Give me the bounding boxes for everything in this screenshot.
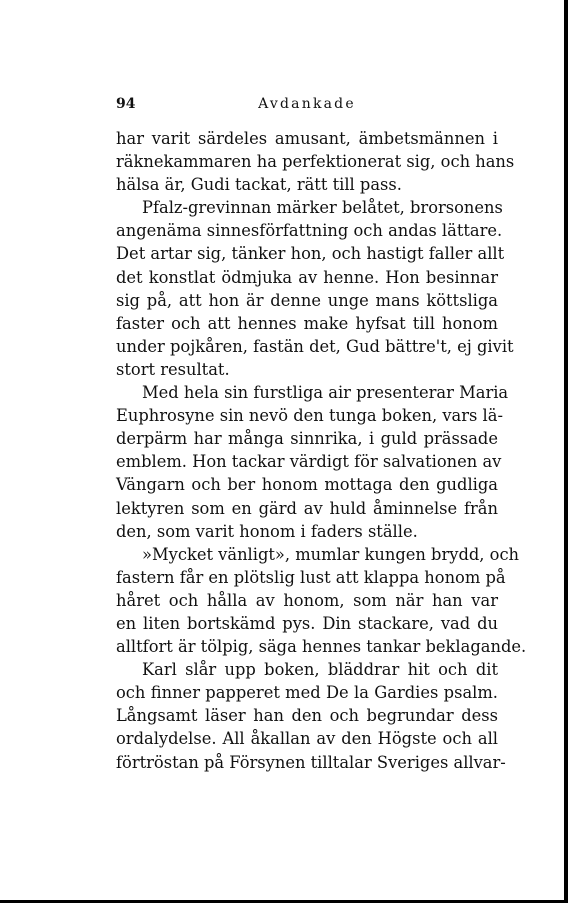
page-number: 94 — [116, 96, 136, 112]
text-line: fastern får en plötslig lust att klappa honom på — [116, 567, 506, 587]
body-text — [116, 127, 527, 774]
text-line: faster och att hennes make hyfsat till honom — [116, 313, 498, 333]
text-line: Pfalz-grevinnan märker belåtet, brorsonens — [142, 198, 503, 218]
text-line: ordalydelse. All åkallan av den Högste och all — [116, 729, 498, 749]
text-line: det konstlat ödmjuka av henne. Hon besinnar — [116, 267, 498, 287]
text-line: angenäma sinnesförfattning och andas lättare. — [116, 221, 503, 241]
text-line: räknekammaren ha perfektionerat sig, och hans — [116, 152, 515, 172]
text-line: Långsamt läser han den och begrundar dess — [116, 706, 498, 726]
text-line: Karl slår upp boken, bläddrar hit och dit — [142, 660, 498, 680]
text-line: stort resultat. — [116, 359, 230, 379]
text-line: Vängarn och ber honom mottaga den gudliga — [116, 475, 498, 495]
text-line: en liten bortskämd pys. Din stackare, vad du — [116, 613, 498, 633]
text-line: sig på, att hon är denne unge mans köttsliga — [116, 290, 498, 310]
text-line: Euphrosyne sin nevö den tunga boken, vars lä- — [116, 406, 503, 426]
running-title: Avdankade — [258, 96, 356, 112]
text-line: lektyren som en gärd av huld åminnelse från — [116, 498, 498, 518]
text-line: den, som varit honom i faders ställe. — [116, 521, 418, 541]
text-line: Det artar sig, tänker hon, och hastigt faller allt — [116, 244, 505, 264]
text-line: hälsa är, Gudi tackat, rätt till pass. — [116, 175, 402, 195]
text-line: derpärm har många sinnrika, i guld prässade — [116, 429, 498, 449]
page-header — [116, 96, 498, 116]
text-line: Med hela sin furstliga air presenterar Maria — [142, 383, 509, 403]
text-line: »Mycket vänligt», mumlar kungen brydd, och — [142, 544, 520, 564]
text-line: och finner papperet med De la Gardies psalm. — [116, 683, 498, 703]
text-line: emblem. Hon tackar värdigt för salvationen av — [116, 452, 502, 472]
text-line: under pojkåren, fastän det, Gud bättre't, ej givit — [116, 336, 514, 356]
text-line: förtröstan på Försynen tilltalar Sveriges allvar- — [116, 752, 506, 772]
text-line: alltfort är tölpig, säga hennes tankar beklagande. — [116, 637, 527, 657]
scan-edge-right — [564, 0, 568, 903]
text-line: har varit särdeles amusant, ämbetsmännen i — [116, 129, 498, 148]
text-line: håret och hålla av honom, som när han var — [116, 590, 498, 610]
